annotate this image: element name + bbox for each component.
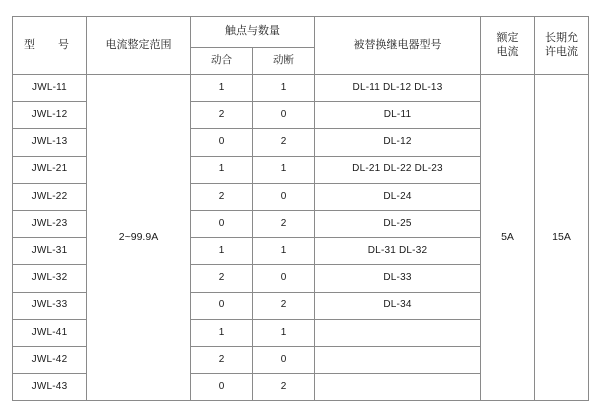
cell-contacts-close: 0 — [191, 292, 253, 319]
cell-replaced-model: DL-31 DL-32 — [315, 238, 481, 265]
cell-contacts-close: 0 — [191, 374, 253, 401]
cell-contacts-open: 0 — [253, 346, 315, 373]
cell-model: JWL-42 — [13, 346, 87, 373]
cell-model: JWL-33 — [13, 292, 87, 319]
cell-replaced-model — [315, 374, 481, 401]
cell-contacts-open: 0 — [253, 265, 315, 292]
header-rated-current-line1: 额定 — [496, 31, 519, 44]
cell-replaced-model: DL-12 — [315, 129, 481, 156]
cell-contacts-open: 1 — [253, 319, 315, 346]
cell-contacts-close: 0 — [191, 129, 253, 156]
header-long-term-line2: 许电流 — [545, 45, 578, 58]
header-contacts-open: 动断 — [253, 48, 315, 75]
table-row — [13, 75, 589, 102]
header-model: 型 号 — [13, 17, 87, 75]
cell-contacts-open: 0 — [253, 102, 315, 129]
header-long-term-line1: 长期允 — [545, 31, 578, 44]
cell-contacts-open: 2 — [253, 374, 315, 401]
cell-replaced-model: DL-11 DL-12 DL-13 — [315, 75, 481, 102]
cell-replaced-model: DL-24 — [315, 183, 481, 210]
cell-model: JWL-43 — [13, 374, 87, 401]
header-row-top — [13, 17, 589, 48]
cell-contacts-close: 1 — [191, 319, 253, 346]
cell-contacts-close: 2 — [191, 183, 253, 210]
cell-model: JWL-32 — [13, 265, 87, 292]
cell-replaced-model: DL-33 — [315, 265, 481, 292]
cell-replaced-model: DL-21 DL-22 DL-23 — [315, 156, 481, 183]
cell-contacts-open: 1 — [253, 75, 315, 102]
cell-replaced-model: DL-25 — [315, 210, 481, 237]
cell-current-range: 2~99.9A — [87, 75, 191, 401]
cell-model: JWL-23 — [13, 210, 87, 237]
cell-contacts-open: 2 — [253, 129, 315, 156]
header-rated-current — [481, 17, 535, 75]
cell-model: JWL-13 — [13, 129, 87, 156]
cell-contacts-open: 2 — [253, 210, 315, 237]
cell-contacts-close: 1 — [191, 156, 253, 183]
cell-long-term-current: 15A — [535, 75, 589, 401]
table-header — [13, 17, 589, 75]
header-contacts-close: 动合 — [191, 48, 253, 75]
cell-model: JWL-41 — [13, 319, 87, 346]
header-replaced-model: 被替换继电器型号 — [315, 17, 481, 75]
cell-replaced-model: DL-34 — [315, 292, 481, 319]
cell-model: JWL-21 — [13, 156, 87, 183]
cell-model: JWL-12 — [13, 102, 87, 129]
cell-contacts-close: 0 — [191, 210, 253, 237]
header-current-range: 电流整定范围 — [87, 17, 191, 75]
cell-replaced-model — [315, 319, 481, 346]
header-long-term-current — [535, 17, 589, 75]
cell-contacts-close: 1 — [191, 238, 253, 265]
cell-model: JWL-22 — [13, 183, 87, 210]
cell-replaced-model — [315, 346, 481, 373]
cell-contacts-close: 1 — [191, 75, 253, 102]
header-rated-current-line2: 电流 — [496, 45, 519, 58]
cell-replaced-model: DL-11 — [315, 102, 481, 129]
cell-contacts-close: 2 — [191, 346, 253, 373]
cell-contacts-close: 2 — [191, 265, 253, 292]
cell-model: JWL-31 — [13, 238, 87, 265]
cell-rated-current: 5A — [481, 75, 535, 401]
cell-model: JWL-11 — [13, 75, 87, 102]
header-contacts-group: 触点与数量 — [191, 17, 315, 48]
cell-contacts-open: 1 — [253, 156, 315, 183]
specification-table — [12, 16, 589, 401]
cell-contacts-close: 2 — [191, 102, 253, 129]
cell-contacts-open: 0 — [253, 183, 315, 210]
cell-contacts-open: 1 — [253, 238, 315, 265]
cell-contacts-open: 2 — [253, 292, 315, 319]
table-body — [13, 75, 589, 401]
